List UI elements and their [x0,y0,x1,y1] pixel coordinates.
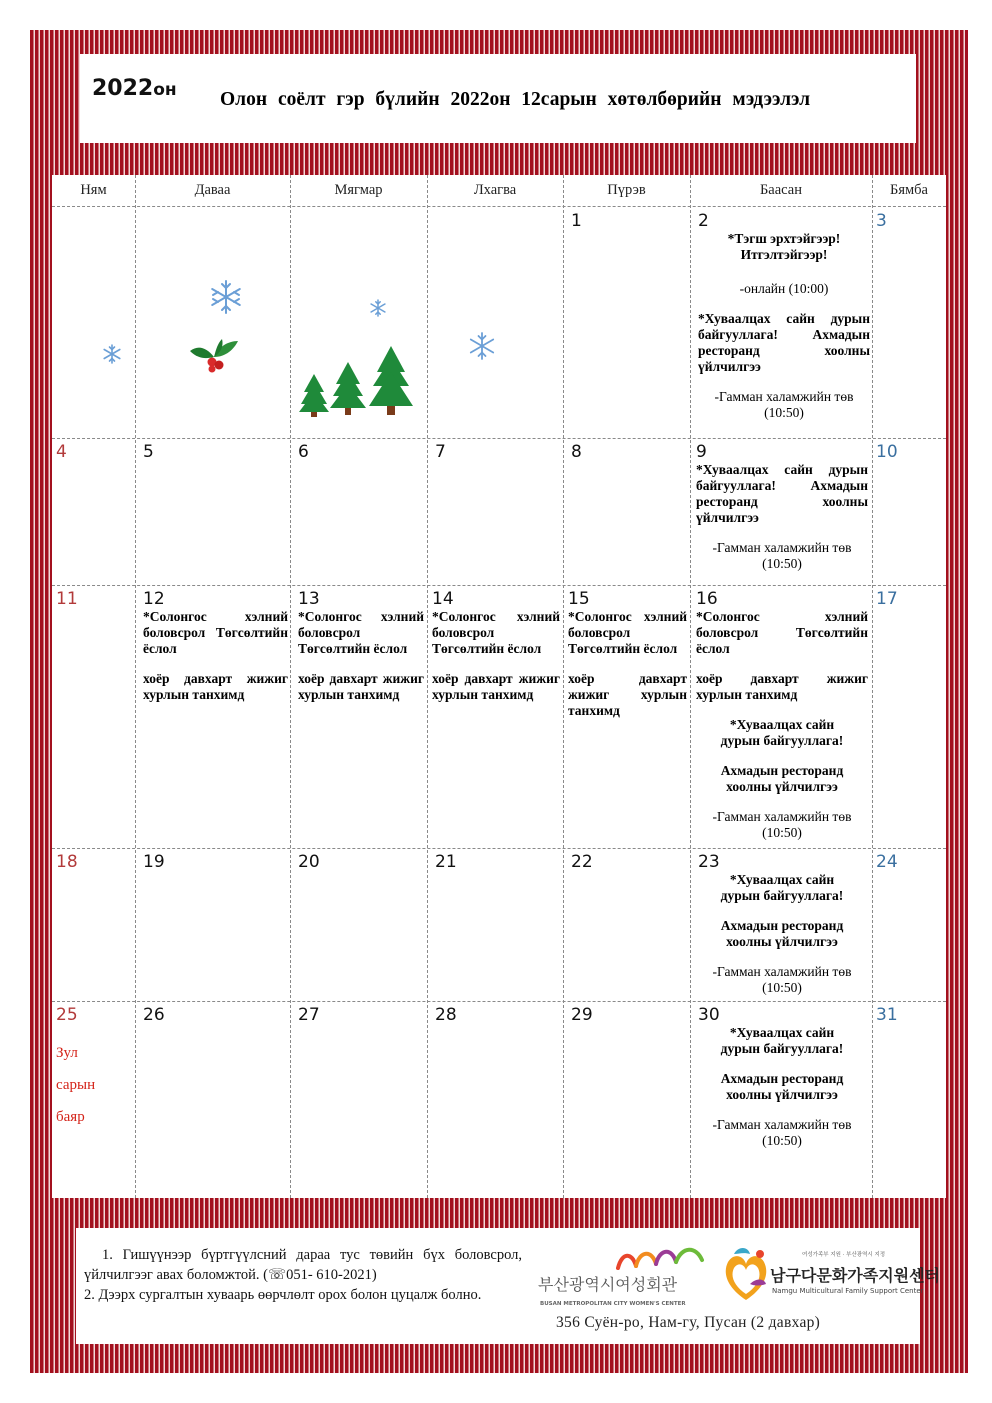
event-title: *Хуваалцах сайн дурын байгууллага! Ахмадын ресторанд хоолны үйлчилгээ [696,462,868,525]
snowflake-icon [101,343,123,365]
event-location: хоёр давхарт жижиг хурлын танхимд [298,671,424,702]
day-cell-5 [135,438,290,585]
weekday-wednesday: Лхагва [473,182,517,198]
day-cell-4 [52,438,135,585]
family-center-subtitle: Namgu Multicultural Family Support Center [772,1287,924,1295]
day-number: 15 [568,589,590,609]
day-number: 4 [56,442,67,462]
day-number: 6 [298,442,309,462]
weekday-thursday: Пүрэв [607,182,646,198]
event-location: -Гамман халамжийн төв (10:50) [712,1117,852,1148]
day-number: 12 [143,589,165,609]
day-cell-21 [427,848,563,1001]
day-cell-6 [290,438,427,585]
day-number: 10 [876,442,898,462]
day-cell-19 [135,848,290,1001]
day-cell-16 [690,585,872,848]
family-center-logo-icon [720,1244,772,1304]
day-number: 28 [435,1005,457,1025]
event-title: Ахмадын ресторанд хоолны үйлчилгээ [720,1071,844,1102]
day-cell-2 [690,207,872,438]
page-title: Олон соёлт гэр бүлийн 2022он 12сарын хөтөлбөрийн мэдээлэл [220,89,811,110]
day-cell-11 [52,585,135,848]
day-cell-31 [872,1001,946,1198]
weekday-saturday: Бямба [890,182,928,198]
event-location: -Гамман халамжийн төв (10:50) [714,389,854,420]
day-number: 3 [876,211,887,231]
day-number: 5 [143,442,154,462]
event-title: *Солонгос хэлний боловсрол Төгсөлтийн ёслол [432,609,560,656]
day-number: 13 [298,589,320,609]
family-center-affiliation: 여성가족부 지원 · 부산광역시 지정 [802,1252,886,1258]
day-number: 23 [698,852,720,872]
year-label: 2022он [92,76,177,101]
day-cell-7 [427,438,563,585]
day-cell-18 [52,848,135,1001]
header-box [80,54,916,143]
weekday-friday: Баасан [759,182,802,198]
holly-icon [188,337,240,373]
day-cell-30 [690,1001,872,1198]
event-title: *Солонгос хэлний боловсрол Төгсөлтийн ёслол [696,609,868,656]
women-center-subtitle: BUSAN METROPOLITAN CITY WOMEN'S CENTER [540,1301,686,1307]
day-cell-10 [872,438,946,585]
day-cell-27 [290,1001,427,1198]
address: 356 Суён-ро, Нам-гу, Пусан (2 давхар) [556,1314,821,1331]
weekday-header-row [52,175,946,207]
day-number: 18 [56,852,78,872]
event-location: -Гамман халамжийн төв (10:50) [712,809,852,840]
day-number: 27 [298,1005,320,1025]
holiday-label: Зул сарын баяр [56,1045,96,1125]
weekday-sunday: Ням [80,182,107,198]
day-cell-29 [563,1001,690,1198]
event-title: *Тэгш эрхтэйгээр! Итгэлтэйгээр! [727,231,841,262]
day-cell-26 [135,1001,290,1198]
event-title: *Хуваалцах сайн дурын байгууллага! Ахмадын ресторанд хоолны үйлчилгээ [698,311,870,374]
footer-notes [84,1245,522,1305]
day-number: 11 [56,589,78,609]
event-location: -онлайн (10:00) [739,281,829,296]
day-number: 21 [435,852,457,872]
day-cell-17 [872,585,946,848]
event-title: Ахмадын ресторанд хоолны үйлчилгээ [720,763,844,794]
snowflake-icon [368,298,388,318]
calendar-grid [52,175,946,1198]
snowflake-icon [467,331,497,361]
weekday-tuesday: Мягмар [334,182,383,198]
day-cell-9 [690,438,872,585]
day-number: 24 [876,852,898,872]
christmas-tree-icon [298,344,418,418]
family-center-name: 남구다문화가족지원센터 [770,1266,941,1285]
event-title: *Солонгос хэлний боловсрол Төгсөлтийн ёслол [568,609,687,656]
day-cell-20 [290,848,427,1001]
day-number: 19 [143,852,165,872]
day-cell-1 [563,207,690,438]
day-number: 1 [571,211,582,231]
women-center-name: 부산광역시여성회관 [538,1275,678,1294]
day-number: 22 [571,852,593,872]
day-number: 29 [571,1005,593,1025]
day-number: 9 [696,442,707,462]
day-number: 16 [696,589,718,609]
day-number: 30 [698,1005,720,1025]
day-cell-25 [52,1001,135,1198]
event-title: *Солонгос хэлний боловсрол Төгсөлтийн ёслол [143,609,288,656]
event-title: *Хуваалцах сайн дурын байгууллага! [720,872,844,903]
day-number: 17 [876,589,898,609]
note-2: 2. Дээрх сургалтын хуваарь өөрчлөлт орох болон цуцалж болно. [84,1287,482,1303]
day-cell-23 [690,848,872,1001]
footer-box [76,1228,941,1344]
day-number: 25 [56,1005,78,1025]
day-number: 2 [698,211,709,231]
snowflake-icon [208,279,244,315]
event-location: хоёр давхарт жижиг хурлын танхимд [696,671,868,702]
day-cell-22 [563,848,690,1001]
day-cell-13 [290,585,427,848]
event-title: *Солонгос хэлний боловсрол Төгсөлтийн ёслол [298,609,424,656]
event-location: -Гамман халамжийн төв (10:50) [712,964,852,995]
day-cell-14 [427,585,563,848]
event-title: *Хуваалцах сайн дурын байгууллага! [720,1025,844,1056]
event-location: -Гамман халамжийн төв (10:50) [712,540,852,571]
day-cell-12 [135,585,290,848]
day-number: 8 [571,442,582,462]
day-cell-15 [563,585,690,848]
note-1: 1. Гишүүнээр бүртгүүлсний дараа тус төвийн бүх боловсрол, үйлчилгээг авах боломжтой. (☏051- 610-2021) [84,1247,522,1283]
event-title: Ахмадын ресторанд хоолны үйлчилгээ [720,918,844,949]
day-cell-28 [427,1001,563,1198]
day-number: 7 [435,442,446,462]
day-cell-3 [872,207,946,438]
event-title: *Хуваалцах сайн дурын байгууллага! [720,717,844,748]
day-number: 14 [432,589,454,609]
event-location: хоёр давхарт жижиг хурлын танхимд [568,671,687,718]
event-location: хоёр давхарт жижиг хурлын танхимд [432,671,560,702]
day-number: 26 [143,1005,165,1025]
weekday-monday: Даваа [194,182,231,198]
event-location: хоёр давхарт жижиг хурлын танхимд [143,671,288,702]
day-cell-8 [563,438,690,585]
day-cell-24 [872,848,946,1001]
day-number: 31 [876,1005,898,1025]
day-number: 20 [298,852,320,872]
